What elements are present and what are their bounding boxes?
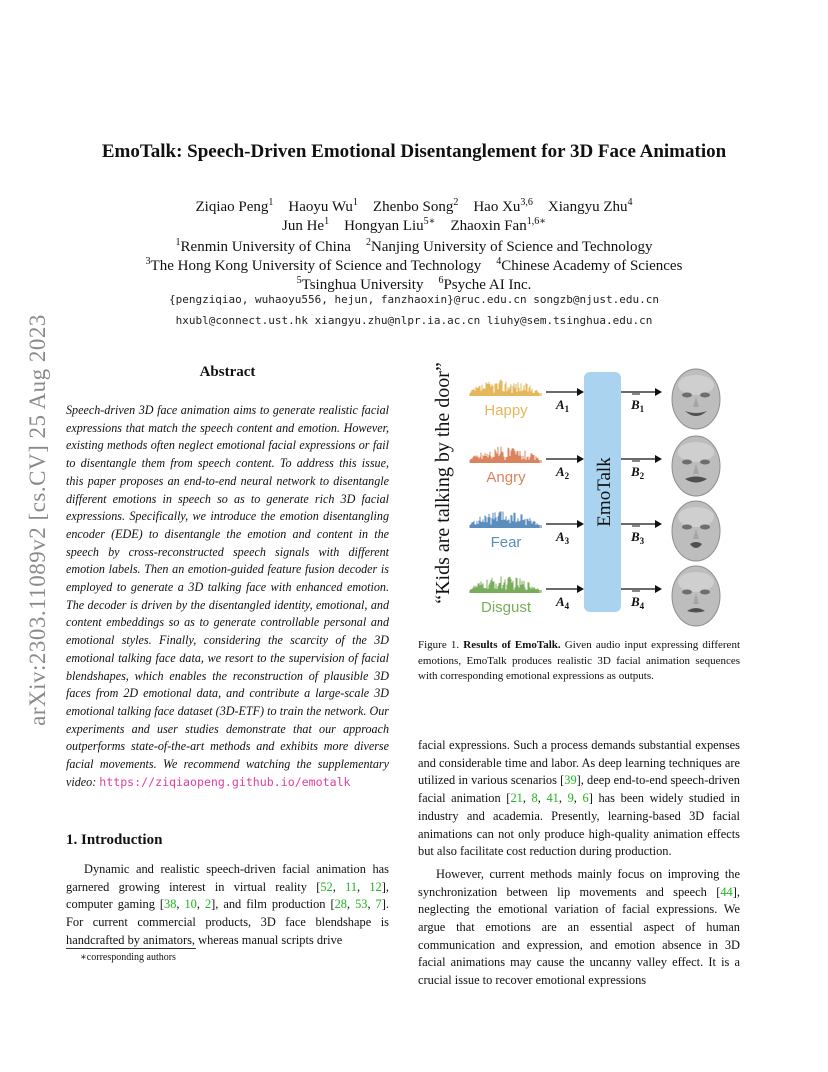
emotion-label-happy: Happy [484, 402, 528, 419]
citation-link[interactable]: 2 [204, 897, 212, 912]
affiliation-name: $^3$The Hong Kong University of Science and Technology [145, 256, 482, 274]
intro-right-column [418, 737, 740, 990]
email-line-1[interactable]: {pengziqiao, wuhaoyu556, hejun, fanzhaoxin}@ruc.edu.cn songzb@njust.edu.cn [168, 293, 660, 306]
citation-link[interactable]: 10 [184, 897, 197, 912]
email-line-2[interactable]: hxubl@connect.ust.hk xiangyu.zhu@nlpr.ia.ac.cn liuhy@sem.tsinghua.edu.cn [175, 314, 653, 327]
affiliation-name: $^5$Tsinghua University [296, 275, 424, 293]
emotion-label-angry: Angry [486, 469, 526, 486]
citation-link[interactable]: 38 [164, 897, 177, 912]
caption-text: Given audio input expressing different emotions, EmoTalk produces realistic 3D facial animation sequences with corresponding emotional expressions as outputs. [418, 639, 740, 682]
face-eye-right [700, 590, 710, 595]
output-label-b2: $B_2$ [631, 464, 645, 481]
affiliation-name: $^1$Renmin University of China [175, 237, 351, 255]
output-arrow-head [655, 455, 662, 463]
author-name: Hongyan Liu$^{5∗}$ [344, 216, 436, 234]
face-eye-left [682, 460, 692, 465]
citation-link[interactable]: 21 [510, 791, 523, 806]
citation-link[interactable]: 28 [334, 897, 347, 912]
footnote: ∗corresponding authors [80, 952, 176, 963]
affiliation-line-3 [0, 271, 828, 295]
caption-title: Results of EmoTalk. [463, 639, 561, 651]
citation-link[interactable]: 9 [567, 791, 574, 806]
citation-link[interactable]: 53 [355, 897, 368, 912]
citation-link[interactable]: 11 [345, 879, 358, 894]
author-name: Zhenbo Song$^2$ [372, 197, 459, 215]
output-arrow-head [655, 585, 662, 593]
quote-label [432, 362, 454, 604]
author-name: Ziqiao Peng$^1$ [195, 197, 274, 215]
face-forehead-2 [678, 442, 714, 462]
author-name: Jun He$^1$ [282, 216, 330, 234]
paper-title: EmoTalk: Speech-Driven Emotional Disentanglement for 3D Face Animation [101, 141, 727, 162]
intro-left-column [66, 861, 389, 950]
waveform-base-happy [470, 393, 542, 396]
waveform-base-angry [470, 460, 542, 463]
author-name: Zhaoxin Fan$^{1,6∗}$ [450, 216, 546, 234]
output-label-b3: $B_3$ [631, 529, 645, 546]
abstract-text: Speech-driven 3D face animation aims to generate realistic facial expressions that match the speech content and emotion. However, existing methods often neglect emotional facial expressions or fail to disentangle them from speech content. To address this issue, this paper proposes an end-to-end neural network to disentangle different emotions in speech so as to generate rich 3D facial expressions. Specifically, we introduce the emotion disentangling encoder (EDE) to disentangle the emotion and content in the speech by cross-reconstructed speech signals with different emotion labels. Then an emotion-guided feature fusion decoder is employed to generate a 3D talking face with enhanced emotion. The decoder is driven by the disentangled identity, emotional, and content embeddings so as to generate controllable personal and emotional styles. Finally, considering the scarcity of the 3D emotional talking face data, we resort to the supervision of facial blendshapes, which enables the reconstruction of plausible 3D faces from 2D emotional data, and contribute a large-scale 3D emotional talking face dataset (3D-ETF) to train the network. Our experiments and user studies demonstrate that our approach outperforms state-of-the-art methods and exhibits more diverse facial movements. We recommend watching the supplementary video: [66, 403, 389, 789]
face-eye-right [700, 525, 710, 530]
input-arrow-head [577, 520, 584, 528]
intro-right-paragraph-1: facial expressions. Such a process demands substantial expenses and considerable time and labor. As deep learning techniques are utilized in various scenarios [39], deep end-to-end speech-driven facial animation [21, 8, 41, 9, 6] has been widely studied in industry and academia. Presently, learning-based 3D facial animations can not only produce high-quality animation effects but also facilitate cost reduction during production. [418, 738, 740, 859]
input-arrow-head [577, 388, 584, 396]
emotalk-model-label: EmoTalk [594, 457, 615, 527]
citation-link[interactable]: 44 [720, 884, 733, 899]
arxiv-id: arXiv:2303.11089v2 [cs.CV] 25 Aug 2023 [25, 314, 50, 726]
affiliation-name: $^4$Chinese Academy of Sciences [496, 256, 683, 274]
abstract-body [66, 402, 389, 791]
input-label-a1: $A_1$ [556, 397, 570, 414]
face-eye-left [682, 393, 692, 398]
project-url-link[interactable]: https://ziqiaopeng.github.io/emotalk [99, 774, 351, 789]
input-arrow-head [577, 455, 584, 463]
face-eye-right [700, 460, 710, 465]
citation-link[interactable]: 8 [531, 791, 538, 806]
affiliation-name: $^6$Psyche AI Inc. [438, 275, 532, 293]
face-eye-left [682, 590, 692, 595]
output-label-b1: $B_1$ [631, 397, 645, 414]
waveform-base-disgust [470, 590, 542, 593]
citation-link[interactable]: 52 [320, 879, 333, 894]
author-name: Xiangyu Zhu$^4$ [547, 197, 633, 215]
footnote-rule [66, 948, 196, 949]
author-name: Haoyu Wu$^1$ [288, 197, 358, 215]
input-arrow-head [577, 585, 584, 593]
face-eye-right [700, 393, 710, 398]
output-arrow-head [655, 520, 662, 528]
face-forehead-1 [678, 375, 714, 395]
citation-link[interactable]: 7 [375, 897, 382, 912]
output-label-b4: $B_4$ [631, 594, 645, 611]
intro-paragraph-1: Dynamic and realistic speech-driven facial animation has garnered growing interest in virtual reality [52, 11, 12], computer gaming [38, 10, 2], and film production [28, 53, 7]. For current commercial products, 3D face blendshape is handcrafted by animators, whereas manual scripts drive [66, 862, 389, 947]
author-name: Hao Xu$^{3,6}$ [473, 197, 533, 215]
emotion-label-fear: Fear [490, 534, 522, 551]
face-eye-left [682, 525, 692, 530]
input-label-a3: $A_3$ [556, 529, 570, 546]
introduction-heading: 1. Introduction [66, 832, 163, 848]
caption-label: Figure 1. [418, 639, 460, 651]
face-forehead-4 [678, 572, 714, 592]
emotion-label-disgust: Disgust [480, 599, 532, 616]
affiliation-name: $^2$Nanjing University of Science and Technology [365, 237, 653, 255]
arxiv-stamp [20, 270, 56, 770]
svg-text:“Kids are talking by the door”: “Kids are talking by the door” [432, 362, 454, 604]
input-label-a2: $A_2$ [556, 464, 570, 481]
citation-link[interactable]: 39 [564, 773, 577, 788]
figure-1 [418, 360, 740, 630]
face-forehead-3 [678, 507, 714, 527]
input-label-a4: $A_4$ [556, 594, 570, 611]
citation-link[interactable]: 41 [546, 791, 559, 806]
intro-right-paragraph-2: However, current methods mainly focus on improving the synchronization between lip movements and speech [44], neglecting the emotional variation of facial expressions. We argue that emotions are an essential aspect of human communication and expression, and emotion absence in 3D facial animations may cause the uncanny valley effect. It is a crucial issue to recover emotional expressions [418, 866, 740, 988]
citation-link[interactable]: 6 [582, 791, 589, 806]
figure-caption [418, 638, 740, 685]
waveform-base-fear [470, 525, 542, 528]
citation-link[interactable]: 12 [369, 879, 382, 894]
output-arrow-head [655, 388, 662, 396]
abstract-heading: Abstract [199, 364, 256, 380]
